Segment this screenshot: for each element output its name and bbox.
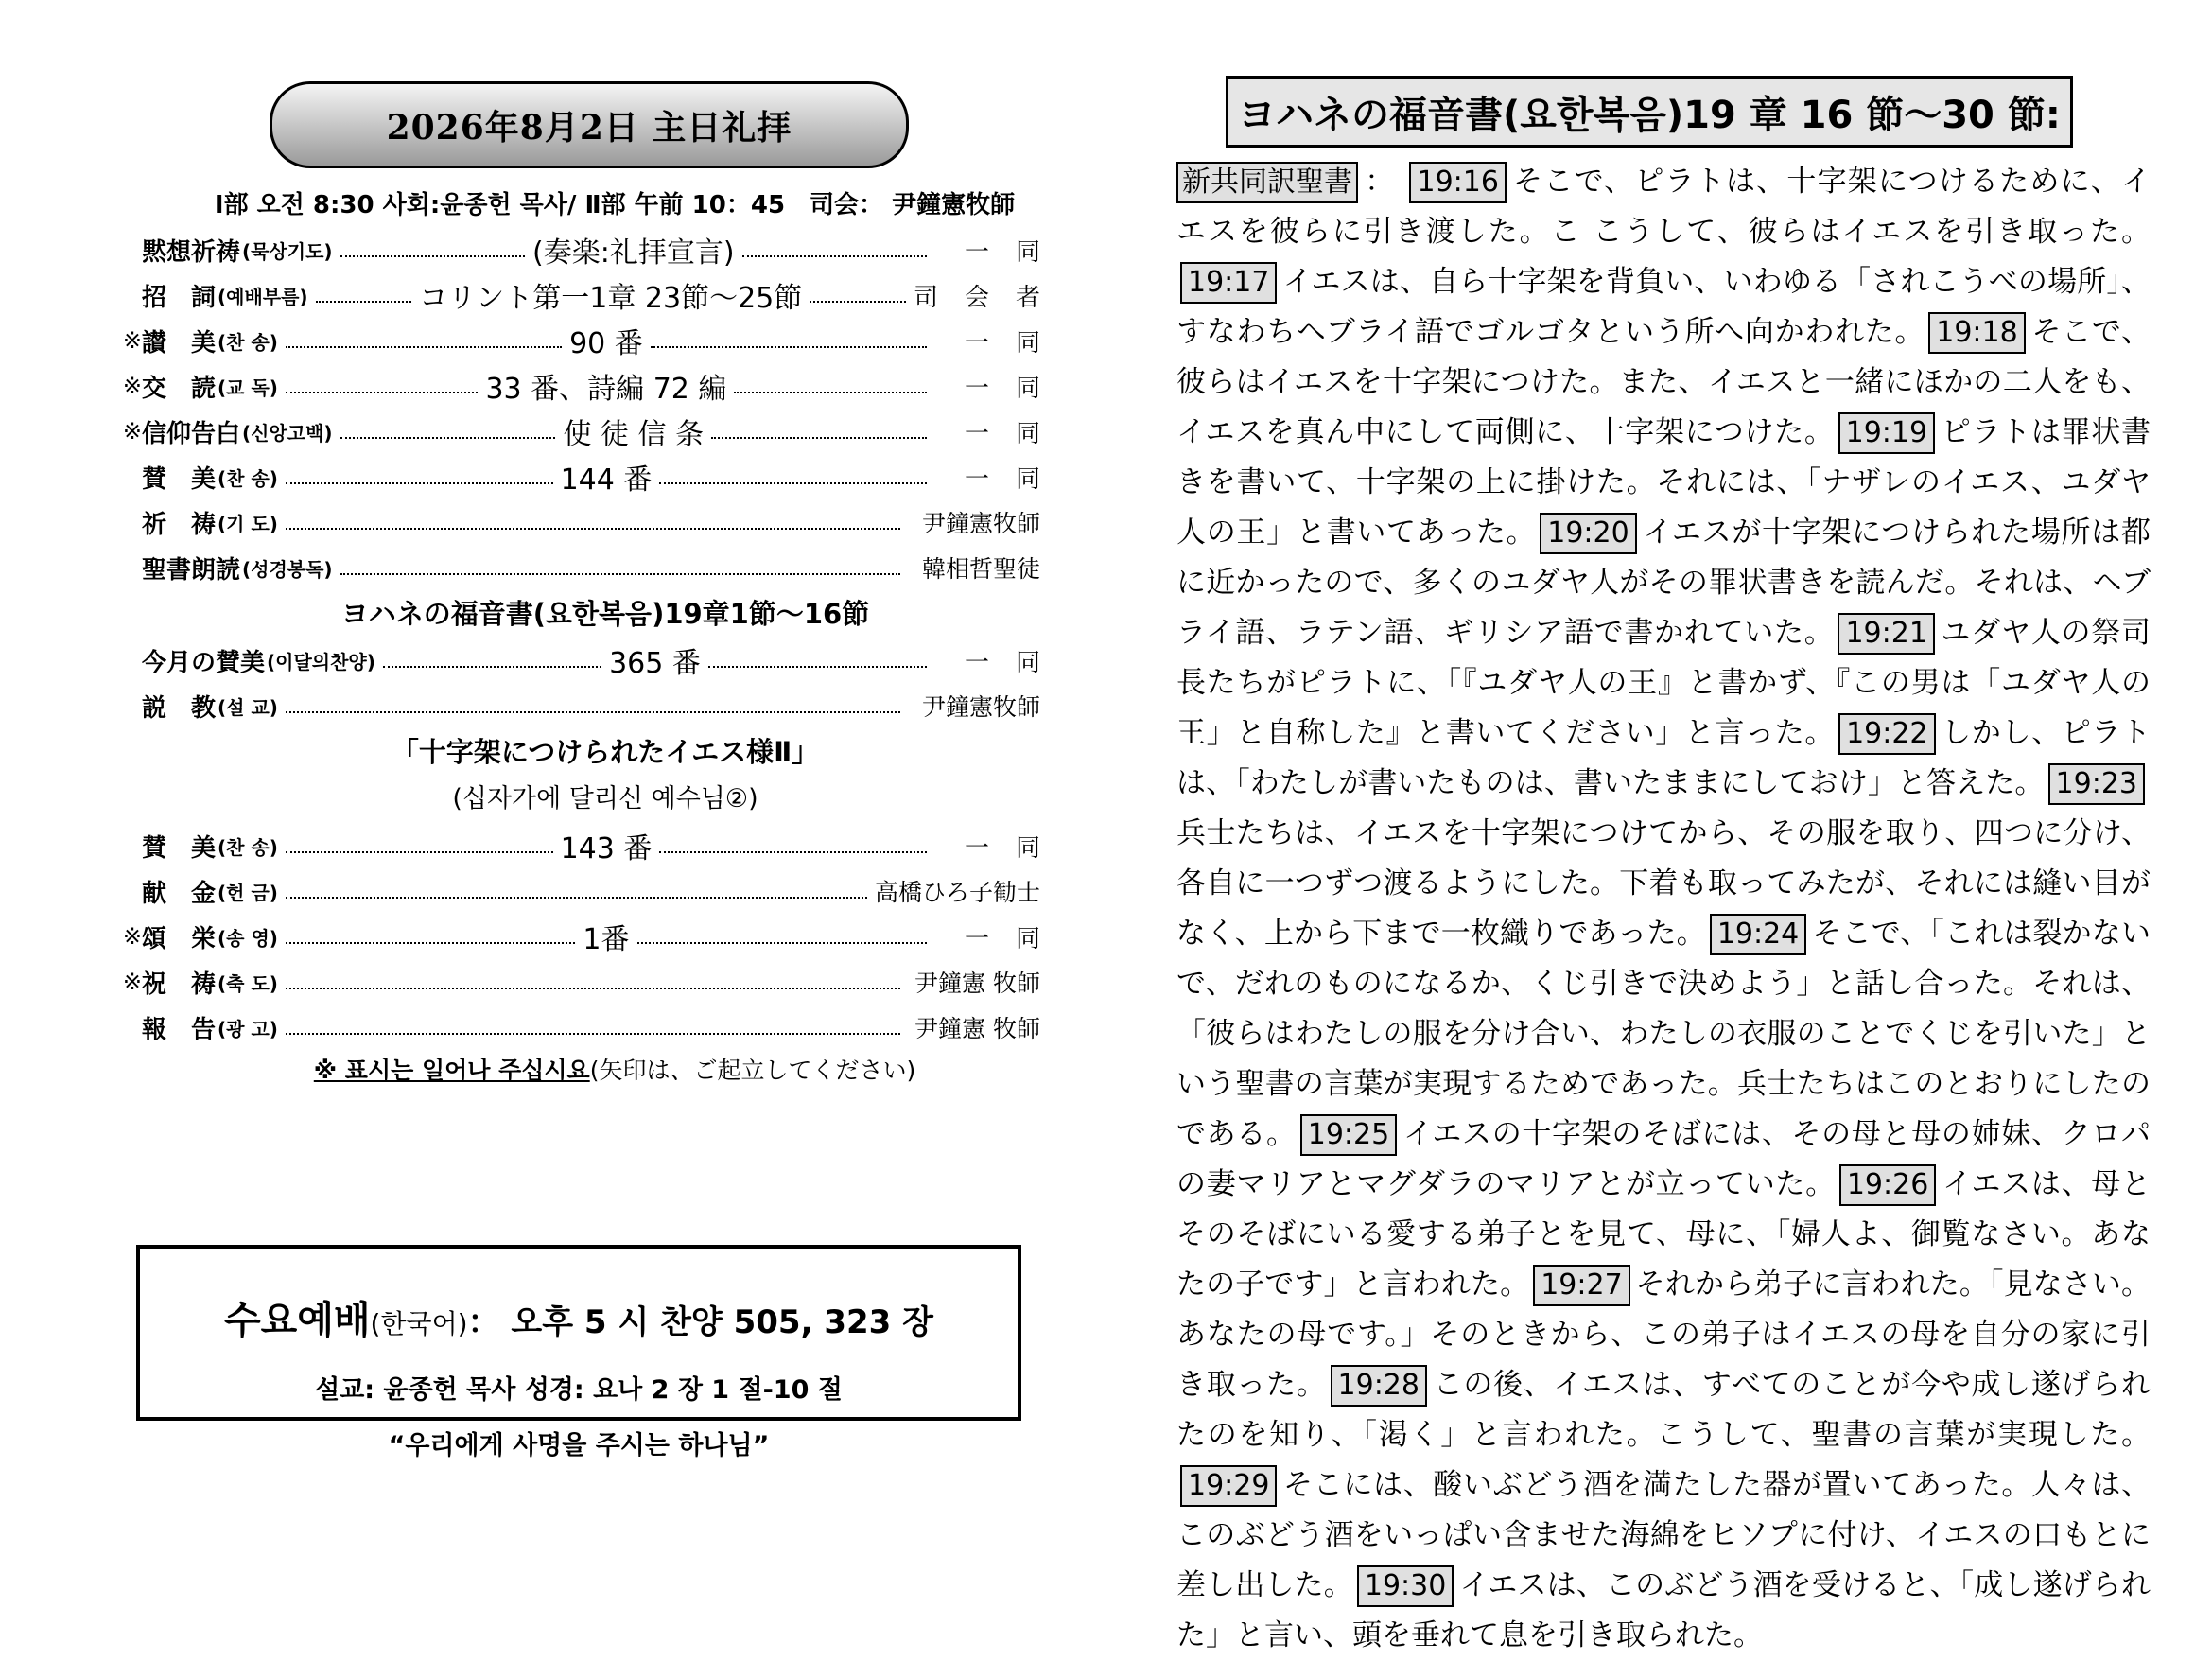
scripture-title: ヨハネの福音書(요한복음)19 章 16 節～30 節: — [1226, 76, 2073, 148]
standing-mark: ※ — [122, 327, 142, 354]
standing-note — [113, 1050, 1040, 1092]
translation-tag: 新共同訳聖書 — [1176, 162, 1358, 203]
order-item-detail: (奏楽:礼拝宣言) — [532, 236, 735, 270]
order-item-korean: (찬 송) — [218, 330, 278, 354]
verse-text: それから弟子に言われた。「見なさい。あなたの母です。」そのときから、この弟子はイエスの母を自分の家に引き取った。 — [1176, 1268, 2151, 1402]
order-item — [113, 683, 1040, 728]
leader-dots — [651, 333, 927, 348]
order-item-detail: 90 番 — [569, 327, 643, 360]
order-item — [113, 499, 1040, 545]
sermon-title: 「十字架につけられたイエス様Ⅱ」 — [391, 736, 820, 768]
order-item — [113, 227, 1067, 272]
wednesday-service-time: ： 오후 5 시 찬양 505, 323 장 — [467, 1303, 933, 1341]
order-item-leader: 韓相哲聖徒 — [921, 555, 1040, 583]
scripture-reference: ヨハネの福音書(요한복음)19章1節～16節 — [340, 598, 870, 630]
verse-text: 兵士たちは、イエスを十字架につけてから、その服を取り、四つに分け、各自に一つずつ渡るようにした。下着も取ってみたが、それには縫い目がなく、上から下まで一枚織りであった。 — [1176, 816, 2151, 951]
leader-dots — [659, 469, 927, 484]
order-item-leader: 尹鐘憲 牧師 — [914, 1015, 1040, 1042]
order-item-label: 今月の賛美 — [142, 648, 266, 677]
bulletin-left-page — [113, 76, 1068, 1532]
order-item-korean: (설 교) — [218, 695, 278, 719]
scripture-body — [1176, 157, 2151, 1661]
wednesday-service-name: 수요예배 — [223, 1299, 371, 1342]
leader-dots — [708, 653, 927, 668]
order-item-leader: 一同 — [964, 374, 1067, 403]
leader-dots — [734, 378, 927, 393]
leader-dots — [659, 838, 927, 853]
service-title: 2026年8月2日 主日礼拝 — [270, 81, 909, 168]
verse-text: イエスが十字架につけられた場所は都に近かったので、多くのユダヤ人がその罪状書きを読んだ。それは、ヘブライ語、ラテン語、ギリシア語で書かれていた。 — [1176, 516, 2151, 650]
order-item-label: 報 告 — [142, 1015, 217, 1044]
verse-text: イエスの十字架のそばには、その母と母の姉妹、クロパの妻マリアとマグダラのマリアとが立っていた。 — [1176, 1117, 2151, 1201]
order-item-korean: (광 고) — [218, 1017, 278, 1040]
order-item-korean: (이달의찬양) — [267, 650, 375, 673]
order-item-leader: 尹鐘憲 牧師 — [914, 970, 1040, 997]
order-item-label: 聖書朗読 — [142, 555, 241, 585]
leader-dots — [316, 288, 412, 303]
order-item-label: 祈 祷 — [142, 510, 217, 539]
wednesday-service-lang: (한국어) — [370, 1308, 468, 1339]
verse-text: イエスは、自ら十字架を背負い、いわゆる「されこうべの場所」、すなわちヘブライ語でゴルゴタという所へ向かわれた。 — [1176, 265, 2151, 349]
order-item-korean: (송 영) — [218, 926, 278, 950]
verse-text: イエスは、母とそのそばにいる愛する弟子とを見て、母に、「婦人よ、御覧なさい。あなたの子です」と言われた。 — [1176, 1167, 2151, 1302]
verse-text: そこには、酸いぶどう酒を満たした器が置いてあった。人々は、このぶどう酒をいっぱい含ませた海綿をヒソプに付け、イエスの口もとに差し出した。 — [1176, 1468, 2151, 1602]
verse-text: そこで、ピラトは、十字架につけるために、イエスを彼らに引き渡した。こ こうして、彼らはイエスを引き取った。 — [1176, 165, 2151, 249]
order-item — [113, 1005, 1040, 1050]
order-item-korean: (예배부름) — [218, 285, 308, 308]
leader-dots — [286, 378, 479, 393]
order-item-label: 黙想祈祷 — [142, 237, 241, 267]
verse-text: しかし、ピラトは、「わたしが書いたものは、書いたままにしておけ」と答えた。 — [1176, 716, 2151, 800]
leader-dots — [637, 929, 928, 944]
order-item-leader: 司会者 — [914, 283, 1068, 312]
order-item — [113, 363, 1067, 409]
verse-ref: 19:29 — [1180, 1465, 1277, 1507]
verse-ref: 19:22 — [1838, 713, 1935, 755]
verse-text: この後、イエスは、すべてのことが今や成し遂げられたのを知り、「渇く」と言われた。こうして、聖書の言葉が実現した。 — [1176, 1368, 2151, 1452]
order-item — [113, 409, 1067, 454]
order-item — [113, 914, 1067, 959]
order-item-leader: 一同 — [965, 833, 1068, 863]
order-group-1 — [113, 227, 1068, 590]
order-item-korean: (성경봉독) — [242, 557, 333, 581]
standing-mark: ※ — [122, 969, 142, 995]
order-item-korean: (찬 송) — [218, 466, 278, 490]
standing-note-japanese: (矢印は、ご起立してください) — [589, 1057, 916, 1084]
order-item — [113, 959, 1040, 1005]
schedule-line: Ⅰ部 오전 8:30 사회:윤종헌 목사/ Ⅱ部 午前 10：45 司会： 尹鐘憲牧師 — [214, 191, 1016, 219]
verse-ref: 19:25 — [1300, 1114, 1397, 1156]
order-item — [113, 318, 1067, 363]
order-item-label: 招 詞 — [142, 283, 217, 312]
order-item-leader: 尹鐘憲牧師 — [921, 693, 1040, 721]
order-item-korean: (신앙고백) — [242, 421, 333, 445]
wednesday-sermon-title: “우리에게 사명을 주시는 하나님” — [388, 1431, 770, 1460]
order-item — [113, 868, 1040, 914]
verse-ref: 19:27 — [1533, 1265, 1629, 1306]
leader-dots — [286, 1020, 900, 1035]
order-item-label: 信仰告白 — [142, 419, 241, 448]
order-item-korean: (기 도) — [218, 512, 278, 535]
verse-ref: 19:17 — [1180, 262, 1277, 304]
verse-ref: 19:24 — [1710, 914, 1806, 955]
leader-dots — [286, 698, 900, 713]
verse-ref: 19:21 — [1838, 613, 1934, 655]
order-item-korean: (교 독) — [218, 376, 278, 399]
wednesday-service-details: 설교: 윤종헌 목사 성경: 요나 2 장 1 절-10 절 — [315, 1375, 843, 1405]
leader-dots — [286, 883, 867, 899]
verse-ref: 19:19 — [1838, 412, 1935, 454]
leader-dots — [340, 560, 900, 575]
leader-dots — [286, 929, 576, 944]
order-item-detail: 1番 — [583, 923, 630, 956]
leader-dots — [340, 424, 556, 439]
standing-mark: ※ — [122, 923, 142, 950]
leader-dots — [286, 515, 900, 530]
scripture-right-page — [1173, 76, 2166, 1652]
order-item-label: 説 教 — [142, 693, 217, 723]
order-item — [113, 545, 1040, 590]
order-item — [113, 272, 1068, 318]
leader-dots — [286, 974, 900, 989]
verse-text: イエスは、このぶどう酒を受けると、「成し遂げられた」と言い、頭を垂れて息を引き取られた。 — [1176, 1568, 2151, 1652]
leader-dots — [810, 288, 906, 303]
tag-colon: ： — [1364, 165, 1396, 199]
order-item-leader: 一同 — [965, 464, 1068, 494]
verse-ref: 19:20 — [1540, 513, 1636, 554]
leader-dots — [383, 653, 601, 668]
order-item-label: 讃 美 — [142, 328, 217, 358]
verse-text: そこで、彼らはイエスを十字架につけた。また、イエスと一緒にほかの二人をも、イエスを真ん中にして両側に、十字架につけた。 — [1176, 315, 2151, 449]
order-item-korean: (찬 송) — [218, 835, 278, 859]
order-item-detail: 144 番 — [560, 463, 653, 497]
verse-ref: 19:16 — [1409, 162, 1506, 203]
standing-mark: ※ — [122, 418, 142, 445]
order-item-korean: (묵상기도) — [242, 239, 333, 263]
sermon-title-korean: (십자가에 달리신 예수님②) — [452, 784, 758, 813]
order-item-detail: 33 番、詩編 72 編 — [485, 373, 727, 406]
verse-ref: 19:26 — [1839, 1164, 1936, 1206]
order-item-detail: 143 番 — [560, 832, 653, 865]
wednesday-service-heading — [140, 1290, 1018, 1344]
order-group-3 — [113, 823, 1068, 1050]
verse-ref: 19:18 — [1928, 312, 2025, 354]
verse-ref: 19:30 — [1357, 1565, 1454, 1607]
leader-dots — [286, 838, 553, 853]
order-item — [113, 638, 1068, 683]
leader-dots — [711, 424, 927, 439]
order-item-korean: (헌 금) — [218, 881, 278, 904]
order-item-label: 祝 祷 — [142, 970, 217, 999]
order-item — [113, 454, 1068, 499]
order-item-leader: 一同 — [964, 328, 1067, 358]
order-group-2 — [113, 638, 1068, 728]
order-item-detail: コリント第一1章 23節～25節 — [419, 282, 803, 315]
verse-text: ピラトは罪状書きを書いて、十字架の上に掛けた。それには、「ナザレのイエス、ユダヤ人の王」と書いてあった。 — [1176, 415, 2151, 550]
standing-note-korean: ※ 표시는 일어나 주십시요 — [313, 1057, 590, 1084]
order-item-label: 賛 美 — [142, 464, 217, 494]
standing-mark: ※ — [122, 373, 142, 399]
leader-dots — [286, 333, 562, 348]
order-item-leader: 一同 — [964, 419, 1067, 448]
leader-dots — [742, 242, 927, 257]
order-item — [113, 823, 1068, 868]
order-item-korean: (축 도) — [218, 971, 278, 995]
verse-ref: 19:28 — [1331, 1365, 1427, 1407]
order-item-label: 交 読 — [142, 374, 217, 403]
order-item-label: 献 金 — [142, 879, 217, 908]
verse-text: ユダヤ人の祭司長たちがピラトに、「『ユダヤ人の王』と書かず、『この男は「ユダヤ人の王」と自称した』と書いてください」と言った。 — [1176, 616, 2151, 750]
leader-dots — [340, 242, 525, 257]
order-item-label: 頌 栄 — [142, 924, 217, 953]
order-item-leader: 一同 — [965, 648, 1068, 677]
order-item-leader: 高橋ひろ子勧士 — [874, 879, 1040, 906]
order-item-leader: 一同 — [964, 924, 1067, 953]
order-item-detail: 使 徒 信 条 — [563, 418, 705, 451]
leader-dots — [286, 469, 553, 484]
verse-ref: 19:23 — [2048, 763, 2145, 805]
order-item-leader: 一同 — [964, 237, 1067, 267]
order-of-worship — [113, 227, 1068, 1092]
order-item-detail: 365 番 — [609, 647, 701, 680]
order-item-label: 賛 美 — [142, 833, 217, 863]
verse-text: そこで、「これは裂かないで、だれのものになるか、くじ引きで決めよう」と話し合った。それは、「彼らはわたしの服を分け合い、わたしの衣服のことでくじを引いた」という聖書の言葉が実現するためであった。兵士たちはこのとおりにしたのである。 — [1176, 917, 2151, 1151]
wednesday-service-box — [136, 1245, 1021, 1460]
order-item-leader: 尹鐘憲牧師 — [921, 510, 1040, 537]
